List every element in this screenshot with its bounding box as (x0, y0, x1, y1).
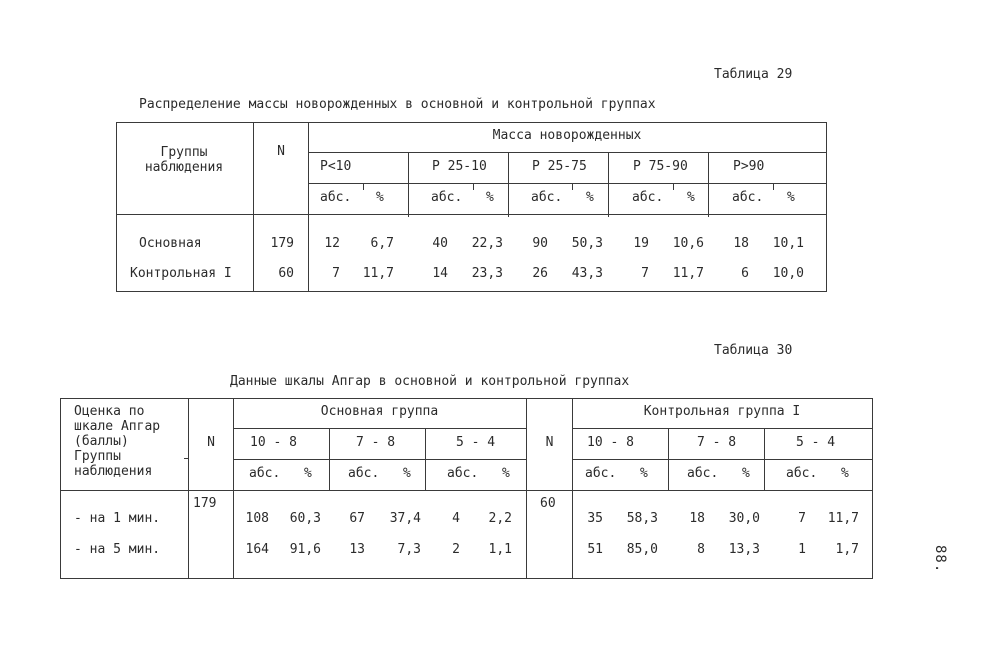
t30-main-col-2: 7 - 8 (356, 435, 396, 450)
t30-sub-pct: % (304, 466, 312, 481)
t30-cell-abs: 1 (798, 542, 806, 557)
t30-border-left (60, 398, 61, 579)
t30-cell-pct: 85,0 (626, 542, 658, 557)
t30-ctrl-col-1: 10 - 8 (587, 435, 634, 450)
t30-cell-abs: 2 (452, 542, 460, 557)
t30-sub-pct: % (403, 466, 411, 481)
t30-group-divider (233, 428, 526, 429)
t29-cell-pct: 11,7 (672, 266, 704, 281)
table30-label: Таблица 30 (714, 343, 793, 358)
t29-cell-pct: 50,3 (571, 236, 603, 251)
t30-cell-abs: 108 (245, 511, 269, 526)
t29-sub-abs: абс. (320, 190, 352, 205)
t30-sub-abs: абс. (786, 466, 818, 481)
table29-label: Таблица 29 (714, 67, 793, 82)
t29-tick (473, 184, 474, 190)
t30-header-n-main: N (207, 435, 215, 450)
t30-border-bottom (60, 578, 873, 579)
t30-header-left-4: Группы (74, 449, 121, 464)
t30-n-main-value: 179 (193, 496, 217, 511)
t29-cell-pct: 10,1 (772, 236, 804, 251)
t29-tick (572, 184, 573, 190)
t29-cell-abs: 18 (733, 236, 749, 251)
t29-cell-abs: 90 (532, 236, 548, 251)
t29-cell-pct: 23,3 (471, 266, 503, 281)
t30-cell-abs: 7 (798, 511, 806, 526)
t30-col-divider (188, 398, 189, 579)
t30-cell-pct: 1,1 (488, 542, 512, 557)
page-number: 88. (932, 545, 948, 574)
t30-ctrl-col-2: 7 - 8 (697, 435, 737, 450)
t30-sub-abs: абс. (348, 466, 380, 481)
t30-sub-abs: абс. (687, 466, 719, 481)
t30-main-col-3: 5 - 4 (456, 435, 496, 450)
t29-row-n: 179 (270, 236, 294, 251)
t30-border-top (60, 398, 873, 399)
t29-sub-pct: % (586, 190, 594, 205)
t30-group-divider (572, 428, 872, 429)
t29-col-2: Р 25-10 (432, 159, 487, 174)
t30-sub-pct: % (742, 466, 750, 481)
t29-cell-abs: 6 (741, 266, 749, 281)
t30-cell-pct: 58,3 (626, 511, 658, 526)
t29-border-right (826, 122, 827, 292)
t29-cell-abs: 14 (432, 266, 448, 281)
t30-cell-abs: 164 (245, 542, 269, 557)
t30-cell-abs: 8 (697, 542, 705, 557)
t30-cell-abs: 13 (349, 542, 365, 557)
t30-sub-pct: % (841, 466, 849, 481)
t30-border-right (872, 398, 873, 579)
t30-sub-divider (233, 459, 526, 460)
t30-cell-pct: 30,0 (728, 511, 760, 526)
t29-col-3: Р 25-75 (532, 159, 587, 174)
t30-cell-pct: 37,4 (389, 511, 421, 526)
t29-row-name: Контрольная I (130, 266, 232, 281)
t29-cell-pct: 43,3 (571, 266, 603, 281)
t30-group-main: Основная группа (320, 404, 439, 419)
t29-sub-pct: % (687, 190, 695, 205)
t30-cell-pct: 11,7 (827, 511, 859, 526)
t30-tick (184, 458, 189, 459)
t29-col-5: Р>90 (733, 159, 765, 174)
t30-cell-pct: 1,7 (835, 542, 859, 557)
t30-sub-abs: абс. (585, 466, 617, 481)
t29-sub-pct: % (486, 190, 494, 205)
t30-sub-divider (572, 459, 872, 460)
t30-cell-abs: 18 (689, 511, 705, 526)
t29-cell-abs: 7 (332, 266, 340, 281)
t29-cell-pct: 6,7 (370, 236, 394, 251)
t29-border-top (116, 122, 827, 123)
t29-row-name: Основная (139, 236, 202, 251)
table30-title: Данные шкалы Апгар в основной и контрольной группах (230, 374, 630, 389)
t30-col-divider (425, 428, 426, 491)
t30-row-name: - на 1 мин. (74, 511, 161, 526)
t30-header-bottom (60, 490, 873, 491)
t30-cell-pct: 91,6 (289, 542, 321, 557)
t29-col-1: Р<10 (320, 159, 352, 174)
t29-tick (773, 184, 774, 190)
t29-sub-pct: % (376, 190, 384, 205)
t29-cell-pct: 22,3 (471, 236, 503, 251)
t30-main-col-1: 10 - 8 (250, 435, 297, 450)
t30-cell-abs: 51 (587, 542, 603, 557)
t29-cell-abs: 26 (532, 266, 548, 281)
t30-header-left-3: (баллы) (74, 434, 129, 449)
t30-cell-abs: 4 (452, 511, 460, 526)
t29-cell-abs: 19 (633, 236, 649, 251)
t30-col-divider (526, 398, 527, 579)
t30-header-left-2: шкале Апгар (74, 419, 161, 434)
t29-tick (363, 184, 364, 190)
t29-sub-abs: абс. (431, 190, 463, 205)
t29-tick (673, 184, 674, 190)
t29-sub-abs: абс. (632, 190, 664, 205)
t30-col-divider (329, 428, 330, 491)
t30-header-n-ctrl: N (545, 435, 554, 450)
t29-col-divider (708, 152, 709, 217)
t29-col-4: Р 75-90 (633, 159, 688, 174)
t29-row-n: 60 (278, 266, 294, 281)
t29-col-divider (408, 152, 409, 217)
t29-mass-divider (308, 152, 826, 153)
t30-cell-pct: 7,3 (397, 542, 421, 557)
t30-row-name: - на 5 мин. (74, 542, 161, 557)
t29-col-divider (608, 152, 609, 217)
t29-sub-pct: % (787, 190, 795, 205)
t29-cell-pct: 10,0 (772, 266, 804, 281)
t30-cell-abs: 35 (587, 511, 603, 526)
t30-header-left-5: наблюдения (74, 464, 153, 479)
t30-sub-pct: % (502, 466, 510, 481)
t29-border-bottom (116, 291, 827, 292)
t30-ctrl-col-3: 5 - 4 (796, 435, 836, 450)
t29-cell-pct: 10,6 (672, 236, 704, 251)
t30-sub-abs: абс. (447, 466, 479, 481)
t29-header-n: N (277, 144, 285, 159)
t29-col-divider (508, 152, 509, 217)
t30-col-divider (668, 428, 669, 491)
t30-cell-pct: 2,2 (488, 511, 512, 526)
t30-sub-abs: абс. (249, 466, 281, 481)
t30-col-divider (764, 428, 765, 491)
t30-header-left-1: Оценка по (74, 404, 145, 419)
t29-header-mass: Масса новорожденных (492, 128, 642, 143)
t30-cell-abs: 67 (349, 511, 365, 526)
t29-sub-divider (308, 183, 826, 184)
t29-sub-abs: абс. (732, 190, 764, 205)
t29-cell-abs: 12 (324, 236, 340, 251)
t30-sub-pct: % (640, 466, 648, 481)
t30-group-ctrl: Контрольная группа I (643, 404, 801, 419)
t30-n-ctrl-value: 60 (540, 496, 556, 511)
t29-header-groups-2: наблюдения (144, 160, 224, 175)
t29-header-bottom (116, 214, 827, 215)
t29-sub-abs: абс. (531, 190, 563, 205)
t29-header-groups-1: Группы (160, 145, 208, 160)
t29-cell-abs: 7 (641, 266, 649, 281)
t30-cell-pct: 60,3 (289, 511, 321, 526)
t29-cell-abs: 40 (432, 236, 448, 251)
t30-cell-pct: 13,3 (728, 542, 760, 557)
t29-cell-pct: 11,7 (362, 266, 394, 281)
table29-title: Распределение массы новорожденных в основной и контрольной группах (139, 97, 656, 112)
